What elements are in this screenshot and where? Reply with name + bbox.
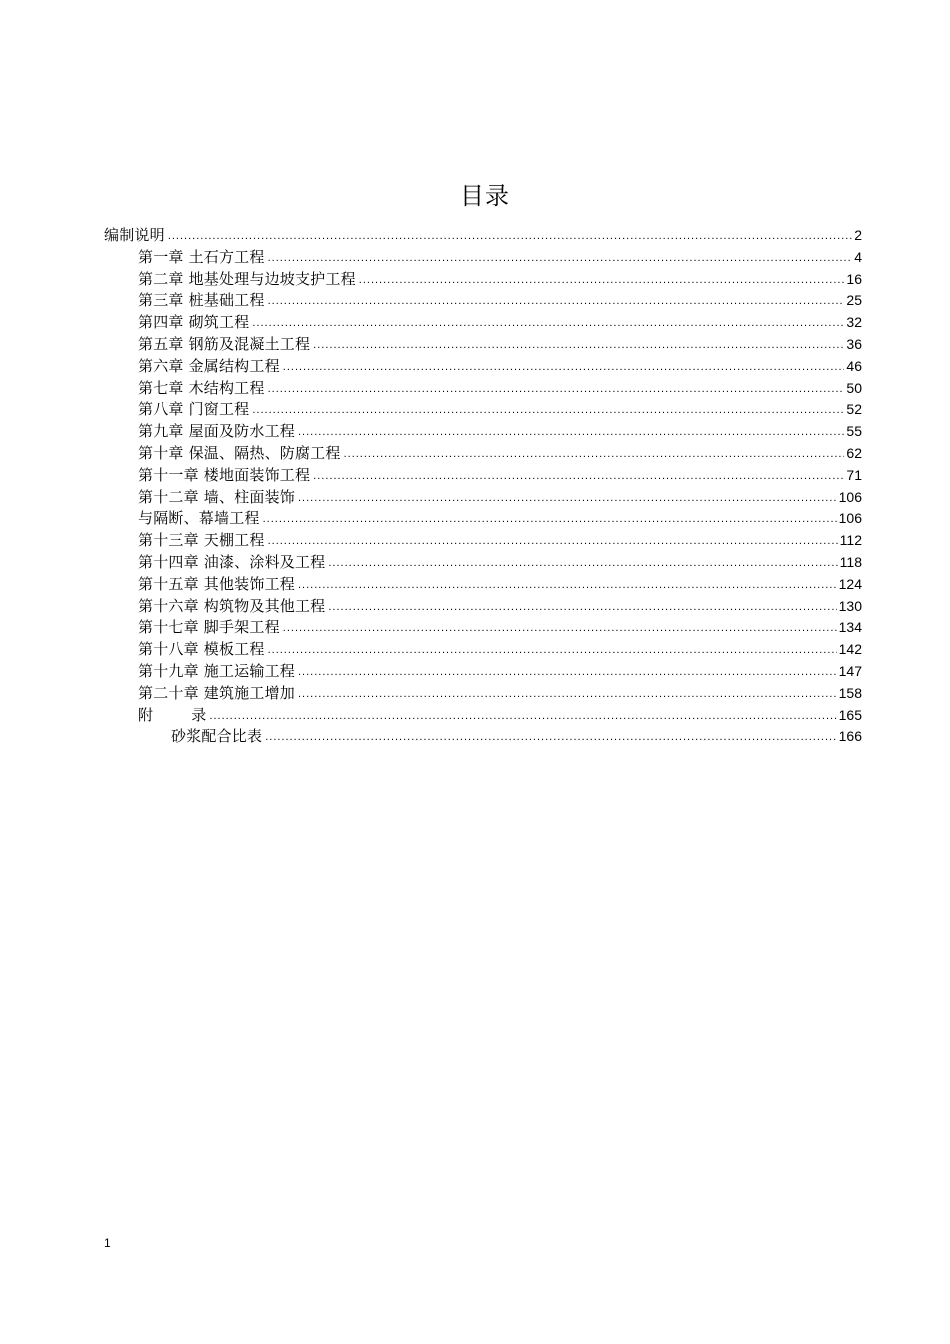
toc-entry-page: 106 [838,488,862,505]
toc-leader-dots [209,706,836,728]
toc-entry-label: 第二章 地基处理与边坡支护工程 [138,269,356,288]
toc-entry-label: 第六章 金属结构工程 [138,356,280,375]
toc-entry-label: 第十二章 墙、柱面装饰 [138,487,295,506]
toc-entry-label: 第七章 木结构工程 [138,378,265,397]
toc-leader-dots [283,618,837,640]
toc-entry-page: 25 [846,292,862,309]
toc-entry-label: 第五章 钢筋及混凝土工程 [138,335,311,353]
toc-leader-dots [268,248,853,270]
toc-entry-label: 第十七章 脚手架工程 [138,618,280,637]
toc-entry-chapter-3[interactable] [138,290,862,312]
toc-entry-chapter-12[interactable] [138,487,862,509]
toc-entry-page: 16 [846,270,862,287]
toc-entry-chapter-18[interactable] [138,639,862,661]
toc-entry-page: 4 [854,248,862,265]
toc-leader-dots [359,270,845,292]
toc-leader-dots [313,466,844,488]
toc-entry-page: 158 [838,684,862,701]
toc-entry-chapter-4[interactable] [138,312,862,334]
toc-leader-dots [298,488,837,510]
toc-leader-dots [298,684,837,706]
toc-entry-page: 166 [838,728,862,745]
toc-entry-page: 106 [838,510,862,527]
toc-entry-label: 第一章 土石方工程 [138,247,265,266]
toc-leader-dots [313,335,844,357]
toc-entry-label: 第八章 门窗工程 [138,400,250,419]
toc-entry-page: 46 [846,357,862,374]
toc-entry-label: 第二十章 建筑施工增加 [138,683,295,702]
toc-entry-mortar-table[interactable] [171,726,862,748]
toc-entry-page: 62 [846,445,862,461]
toc-leader-dots [168,226,852,248]
toc-entry-label: 第三章 桩基础工程 [138,291,265,310]
toc-title: 目录 [460,182,510,210]
toc-entry-page: 165 [838,706,862,723]
toc-entry-chapter-6[interactable] [138,356,862,378]
toc-entry-page: 134 [838,619,862,636]
toc-leader-dots [263,509,837,531]
toc-entry-label: 第十六章 构筑物及其他工程 [138,596,326,615]
toc-entry-chapter-12-cont[interactable] [138,508,862,530]
toc-entry-page: 50 [846,379,862,396]
toc-entry-chapter-15[interactable] [138,574,862,596]
toc-leader-dots [283,357,845,379]
toc-leader-dots [252,400,844,422]
toc-entry-preface[interactable] [104,225,862,247]
toc-entry-label: 第十九章 施工运输工程 [138,662,295,680]
toc-entry-label: 第十三章 天棚工程 [138,531,265,550]
toc-entry-appendix[interactable] [138,705,862,727]
footer-page-number: 1 [104,1236,111,1250]
toc-leader-dots [328,597,836,619]
toc-entry-label-part-2: 录 [191,705,207,724]
toc-entry-label-part-1: 附 [138,705,154,724]
toc-leader-dots [298,422,844,444]
toc-entry-page: 52 [846,401,862,418]
toc-entry-label: 第十章 保温、隔热、防腐工程 [138,444,341,462]
toc-entry-page: 32 [846,314,862,331]
toc-leader-dots [298,575,837,597]
toc-entry-page: 55 [846,423,862,440]
toc-entry-label: 第十一章 楼地面装饰工程 [138,465,311,484]
toc-entry-page: 112 [839,532,862,549]
toc-entry-chapter-11[interactable] [138,465,862,487]
toc-entry-chapter-8[interactable] [138,399,862,421]
toc-entry-page: 147 [838,663,862,679]
toc-entry-chapter-10[interactable] [138,443,862,465]
toc-entry-page: 2 [854,227,862,243]
toc-entry-chapter-17[interactable] [138,617,862,639]
toc-entry-chapter-19[interactable] [138,661,862,683]
toc-entry-page: 142 [838,641,862,658]
toc-entry-label: 第十四章 油漆、涂料及工程 [138,553,326,571]
toc-leader-dots [268,291,845,313]
toc-entry-chapter-9[interactable] [138,421,862,443]
toc-entry-chapter-1[interactable] [138,247,862,269]
toc-entry-chapter-14[interactable] [138,552,862,574]
toc-leader-dots [268,531,838,553]
toc-entry-chapter-2[interactable] [138,269,862,291]
toc-leader-dots [268,379,845,401]
toc-entry-page: 118 [839,554,862,570]
toc-entry-label: 第四章 砌筑工程 [138,313,250,332]
toc-entry-chapter-7[interactable] [138,378,862,400]
toc-entry-label: 第十八章 模板工程 [138,640,265,659]
toc-leader-dots [328,553,837,575]
toc-leader-dots [265,727,836,749]
toc-entry-label: 与隔断、幕墙工程 [138,509,260,528]
toc-entry-page: 124 [838,575,862,592]
toc-entry-page: 130 [838,597,862,614]
toc-entry-label: 编制说明 [104,226,165,244]
toc-entry-page: 36 [846,336,862,352]
toc-entry-chapter-20[interactable] [138,683,862,705]
toc-leader-dots [344,444,845,466]
toc-entry-page: 71 [846,466,862,483]
toc-leader-dots [298,662,837,684]
toc-entry-chapter-13[interactable] [138,530,862,552]
toc-entry-label: 第十五章 其他装饰工程 [138,574,295,593]
toc-leader-dots [252,313,844,335]
toc-entry-label [138,705,206,727]
toc-entry-label: 砂浆配合比表 [171,727,263,746]
toc-entry-chapter-16[interactable] [138,596,862,618]
toc-leader-dots [268,640,837,662]
toc-entry-label: 第九章 屋面及防水工程 [138,422,295,441]
toc-entry-chapter-5[interactable] [138,334,862,356]
